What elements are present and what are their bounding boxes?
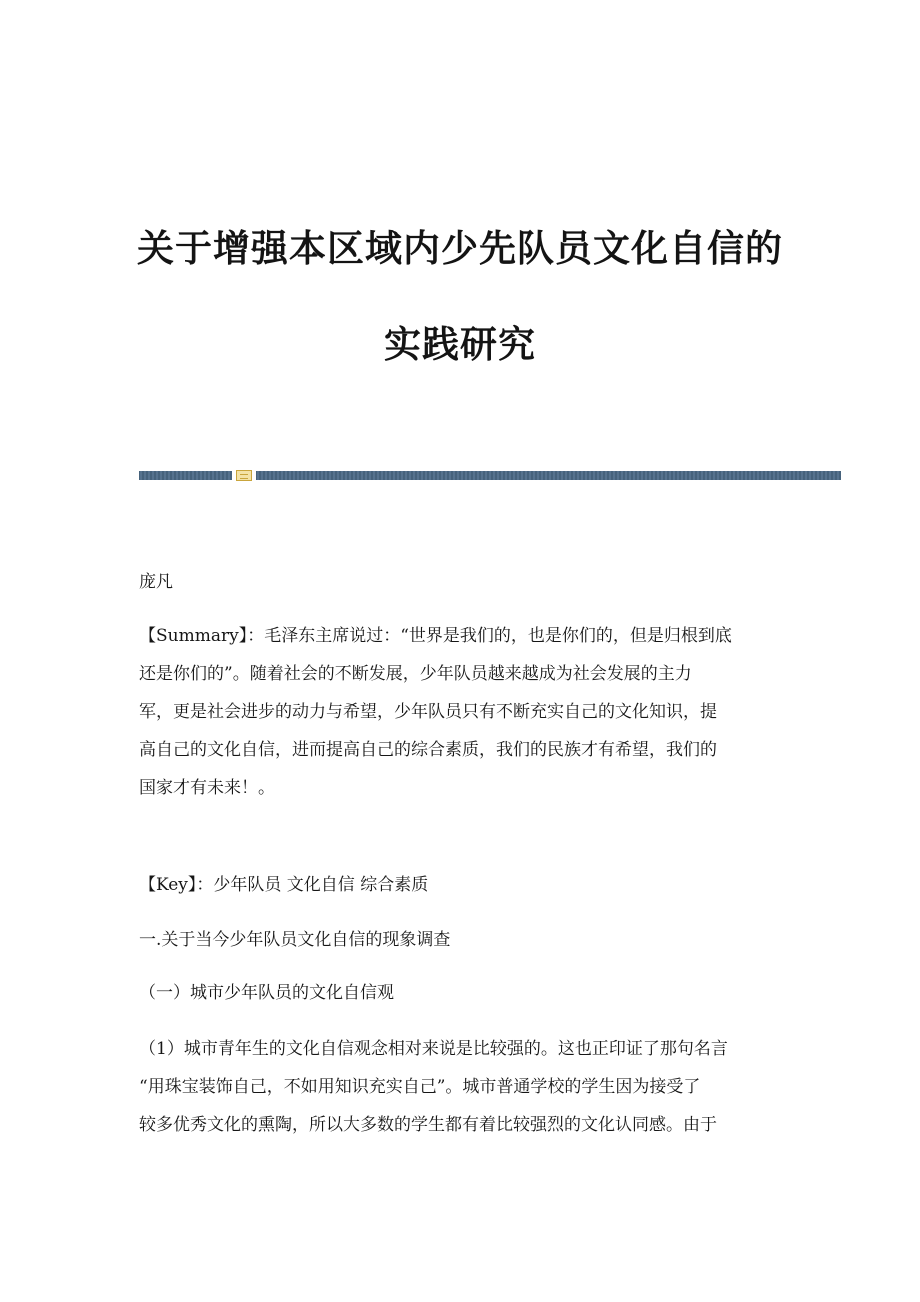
- body-line: “用珠宝装饰自己，不如用知识充实自己”。城市普通学校的学生因为接受了: [139, 1077, 701, 1097]
- summary-line: 高自己的文化自信，进而提高自己的综合素质，我们的民族才有希望，我们的: [139, 740, 717, 760]
- author-name: 庞凡: [139, 572, 173, 592]
- document-title-line-2: 实践研究: [384, 323, 536, 366]
- body-paragraph: [139, 1030, 789, 1144]
- summary-line: 【Summary】：毛泽东主席说过：“世界是我们的，也是你们的，但是归根到底: [139, 626, 732, 646]
- document-title-line-1: 关于增强本区域内少先队员文化自信的: [137, 227, 783, 270]
- summary-paragraph: [139, 617, 789, 807]
- section-heading: 一.关于当今少年队员文化自信的现象调查: [139, 930, 451, 950]
- subsection-heading: （一）城市少年队员的文化自信观: [139, 983, 394, 1003]
- summary-line: 军，更是社会进步的动力与希望，少年队员只有不断充实自己的文化知识，提: [139, 702, 717, 722]
- body-line: 较多优秀文化的熏陶，所以大多数的学生都有着比较强烈的文化认同感。由于: [139, 1115, 717, 1135]
- title-divider: [139, 471, 841, 480]
- summary-line: 国家才有未来！。: [139, 778, 275, 798]
- body-line: （1）城市青年生的文化自信观念相对来说是比较强的。这也正印证了那句名言: [139, 1039, 728, 1059]
- keywords-line: 【Key】：少年队员 文化自信 综合素质: [139, 875, 429, 895]
- divider-bar-right: [256, 471, 841, 480]
- divider-ornament-icon: [236, 470, 252, 481]
- summary-line: 还是你们的”。随着社会的不断发展，少年队员越来越成为社会发展的主力: [139, 664, 692, 684]
- divider-bar-left: [139, 471, 232, 480]
